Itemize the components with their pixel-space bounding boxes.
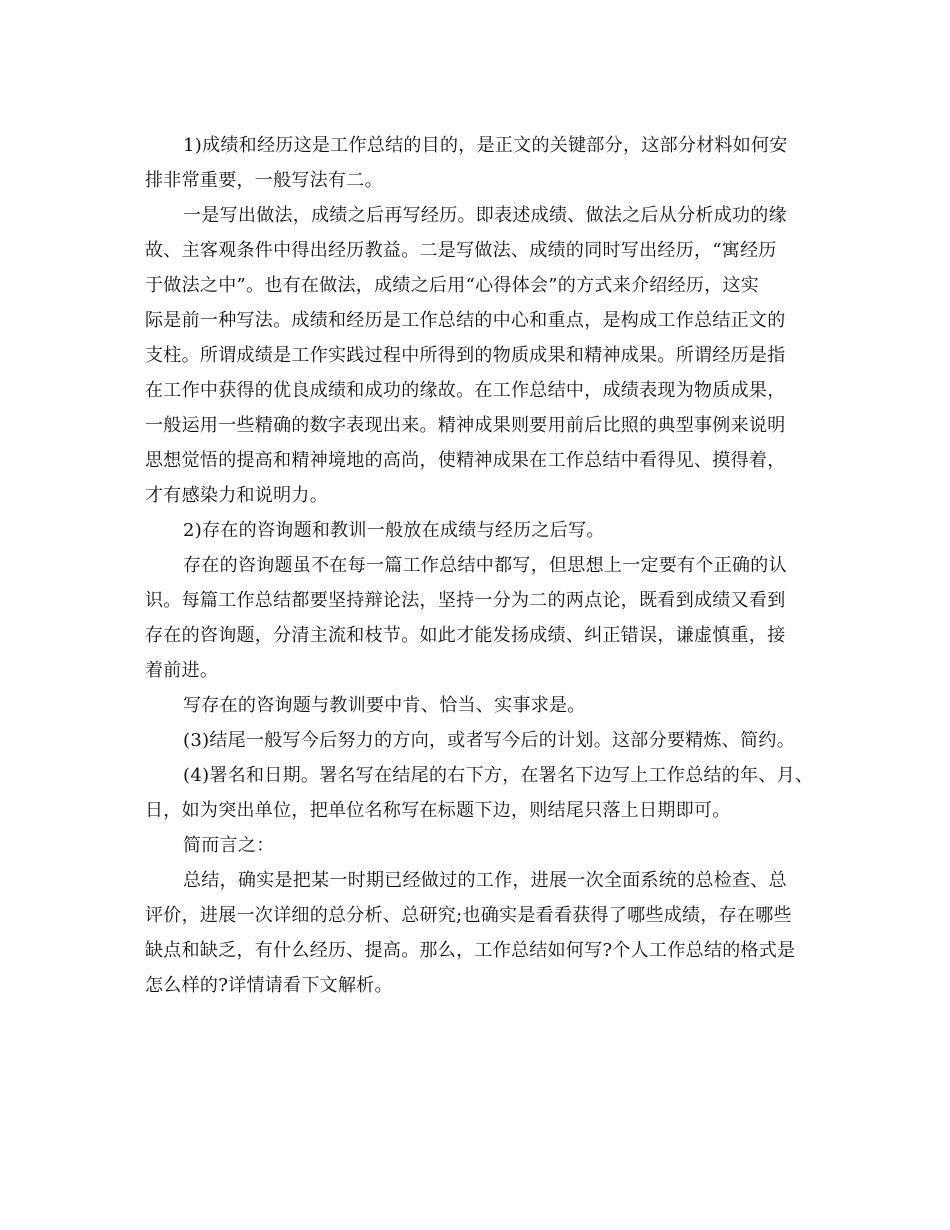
text-line: 写存在的咨询题与教训要中肯、恰当、实事求是。 (183, 695, 586, 716)
text-line: 存在的咨询题，分清主流和枝节。如此才能发扬成绩、纠正错误，谦虚慎重，接 (145, 625, 786, 646)
text-line: 总结，确实是把某一时期已经做过的工作，进展一次全面系统的总检查、总 (183, 870, 787, 891)
document-body (145, 128, 825, 1003)
text-line: 一般运用一些精确的数字表现出来。精神成果则要用前后比照的典型事例来说明 (145, 415, 786, 436)
text-line: 际是前一种写法。成绩和经历是工作总结的中心和重点，是构成工作总结正文的 (145, 310, 786, 331)
text-line: 一是写出做法，成绩之后再写经历。即表述成绩、做法之后从分析成功的缘 (183, 205, 787, 226)
text-line: 排非常重要，一般写法有二。 (145, 170, 383, 191)
text-line: (4)署名和日期。署名写在结尾的右下方，在署名下边写上工作总结的年、月、 (183, 765, 814, 786)
text-line: 评价，进展一次详细的总分析、总研究;也确实是看看获得了哪些成绩，存在哪些 (145, 905, 792, 926)
text-line: (3)结尾一般写今后努力的方向，或者写今后的计划。这部分要精炼、简约。 (183, 730, 795, 751)
text-line: 怎么样的?详情请看下文解析。 (145, 975, 393, 996)
text-line: 2)存在的咨询题和教训一般放在成绩与经历之后写。 (183, 520, 605, 541)
text-line: 存在的咨询题虽不在每一篇工作总结中都写，但思想上一定要有个正确的认 (183, 555, 787, 576)
text-line: 才有感染力和说明力。 (145, 485, 328, 506)
text-line: 1)成绩和经历这是工作总结的目的，是正文的关键部分，这部分材料如何安 (183, 135, 788, 156)
text-line: 支柱。所谓成绩是工作实践过程中所得到的物质成果和精神成果。所谓经历是指 (145, 345, 786, 366)
text-line: 日，如为突出单位，把单位名称写在标题下边，则结尾只落上日期即可。 (145, 800, 731, 821)
text-line: 于做法之中”。也有在做法，成绩之后用“心得体会”的方式来介绍经历，这实 (145, 275, 760, 296)
text-line: 缺点和缺乏，有什么经历、提高。那么，工作总结如何写?个人工作总结的格式是 (145, 940, 796, 961)
text-line: 在工作中获得的优良成绩和成功的缘故。在工作总结中，成绩表现为物质成果， (145, 380, 786, 401)
text-line: 简而言之： (183, 835, 275, 856)
text-line: 故、主客观条件中得出经历教益。二是写做法、成绩的同时写出经历，“寓经历 (145, 240, 777, 261)
text-line: 着前进。 (145, 660, 219, 681)
text-line: 识。每篇工作总结都要坚持辩论法，坚持一分为二的两点论，既看到成绩又看到 (145, 590, 786, 611)
text-line: 思想觉悟的提高和精神境地的高尚，使精神成果在工作总结中看得见、摸得着， (145, 450, 786, 471)
